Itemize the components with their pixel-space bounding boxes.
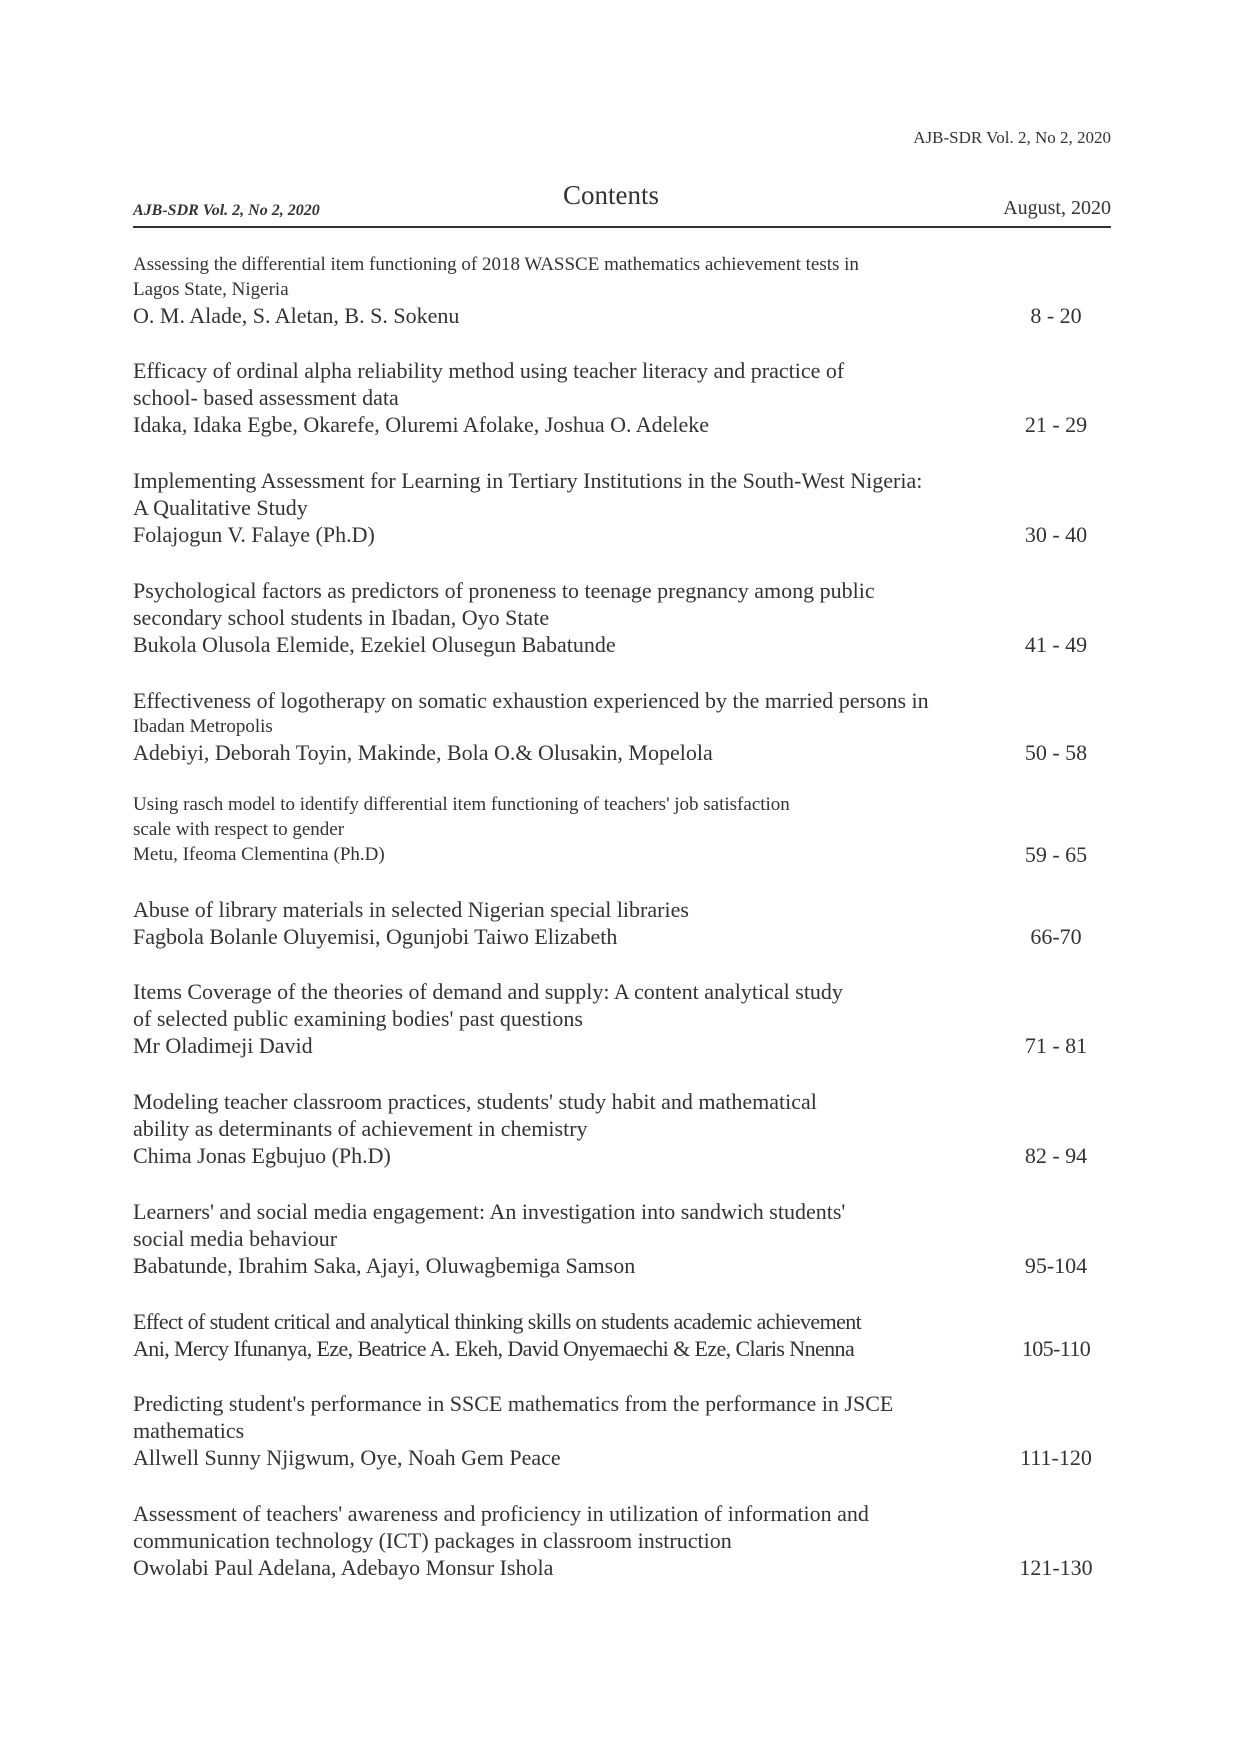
toc-entry[interactable] [133,357,1111,438]
entry-author-row [133,842,1111,868]
entry-pages: 21 - 29 [1024,412,1088,437]
contents-header [133,180,1111,228]
entry-authors: Bukola Olusola Elemide, Ezekiel Olusegun Babatunde [133,632,616,657]
entry-title-line: mathematics [133,1418,245,1443]
entry-title-line: Abuse of library materials in selected Nigerian special libraries [133,897,689,922]
entry-pages: 95-104 [1024,1253,1088,1278]
entry-authors: O. M. Alade, S. Aletan, B. S. Sokenu [133,303,460,328]
entry-title-line: Ibadan Metropolis [133,716,273,737]
entry-title-line: scale with respect to gender [133,819,345,840]
entry-title-line: Assessing the differential item functioning of 2018 WASSCE mathematics achievement tests in [133,254,859,275]
entry-pages: 105-110 [1021,1336,1091,1361]
entry-title-line: Effect of student critical and analytical thinking skills on students academic achievement [133,1309,862,1334]
toc-entry[interactable] [133,1390,1111,1471]
toc-entry[interactable] [133,577,1111,658]
entry-title-line: Items Coverage of the theories of demand and supply: A content analytical study [133,979,843,1004]
entry-title-line: communication technology (ICT) packages in classroom instruction [133,1528,732,1553]
entry-title-line: Efficacy of ordinal alpha reliability method using teacher literacy and practice of [133,358,845,383]
toc-entry[interactable] [133,792,1111,868]
entry-title-line: Effectiveness of logotherapy on somatic exhaustion experienced by the married persons in [133,688,929,713]
entry-author-row [133,521,1111,548]
entry-author-row [133,923,1111,950]
entry-authors: Chima Jonas Egbujuo (Ph.D) [133,1143,391,1168]
toc-entry[interactable] [133,467,1111,548]
entry-author-row [133,411,1111,438]
entry-author-row [133,1335,1111,1362]
entry-authors: Fagbola Bolanle Oluyemisi, Ogunjobi Taiwo Elizabeth [133,924,618,949]
entry-title-line: A Qualitative Study [133,495,308,520]
entry-author-row [133,302,1111,329]
entry-title-line: Assessment of teachers' awareness and proficiency in utilization of information and [133,1501,869,1526]
entry-pages: 59 - 65 [1024,842,1088,867]
entry-pages: 121-130 [1019,1555,1093,1580]
entry-title-line: secondary school students in Ibadan, Oyo State [133,605,550,630]
page-title: Contents [563,180,660,210]
toc-entry[interactable] [133,687,1111,766]
entry-author-row [133,1032,1111,1059]
entry-pages: 30 - 40 [1024,522,1088,547]
entry-title-line: ability as determinants of achievement in chemistry [133,1116,588,1141]
entry-author-row [133,631,1111,658]
entry-authors: Ani, Mercy Ifunanya, Eze, Beatrice A. Ekeh, David Onyemaechi & Eze, Claris Nnenna [133,1336,855,1361]
entry-pages: 41 - 49 [1024,632,1088,657]
entry-title-line: Using rasch model to identify differential item functioning of teachers' job satisfaction [133,794,790,815]
entry-authors: Allwell Sunny Njigwum, Oye, Noah Gem Peace [133,1445,561,1470]
toc-entry[interactable] [133,1308,1111,1362]
entry-author-row [133,1444,1111,1471]
entry-title-line: Predicting student's performance in SSCE mathematics from the performance in JSCE [133,1391,894,1416]
entry-authors: Idaka, Idaka Egbe, Okarefe, Oluremi Afolake, Joshua O. Adeleke [133,412,710,437]
toc-entry[interactable] [133,1500,1111,1581]
entry-title-line: social media behaviour [133,1226,338,1251]
running-head: AJB-SDR Vol. 2, No 2, 2020 [913,128,1111,147]
issue-date: August, 2020 [1003,197,1111,219]
entry-pages: 71 - 81 [1024,1033,1088,1058]
entry-author-row [133,1142,1111,1169]
toc-entry[interactable] [133,1198,1111,1279]
toc-entry[interactable] [133,978,1111,1059]
entry-authors: Owolabi Paul Adelana, Adebayo Monsur Ishola [133,1555,554,1580]
entry-pages: 8 - 20 [1030,303,1082,328]
toc-entry[interactable] [133,896,1111,950]
entry-author-row [133,1252,1111,1279]
entry-pages: 66-70 [1030,924,1082,949]
entry-title-line: Learners' and social media engagement: An investigation into sandwich students' [133,1199,846,1224]
toc-entry[interactable] [133,252,1111,329]
entry-title-line: Lagos State, Nigeria [133,279,289,300]
entry-pages: 82 - 94 [1024,1143,1088,1168]
entry-author-row [133,739,1111,766]
entry-title-line: Implementing Assessment for Learning in Tertiary Institutions in the South-West Nigeria: [133,468,923,493]
entry-pages: 50 - 58 [1024,740,1088,765]
journal-label: AJB-SDR Vol. 2, No 2, 2020 [133,202,320,219]
entry-title-line: Modeling teacher classroom practices, students' study habit and mathematical [133,1089,817,1114]
entry-pages: 111-120 [1020,1445,1092,1470]
toc-entry[interactable] [133,1088,1111,1169]
entry-title-line: of selected public examining bodies' past questions [133,1006,583,1031]
entry-authors: Mr Oladimeji David [133,1033,313,1058]
entry-authors: Babatunde, Ibrahim Saka, Ajayi, Oluwagbemiga Samson [133,1253,636,1278]
entry-title-line: school- based assessment data [133,385,399,410]
entry-authors: Adebiyi, Deborah Toyin, Makinde, Bola O.& Olusakin, Mopelola [133,740,713,765]
entry-title-line: Psychological factors as predictors of proneness to teenage pregnancy among public [133,578,875,603]
entry-authors: Metu, Ifeoma Clementina (Ph.D) [133,844,385,865]
entry-authors: Folajogun V. Falaye (Ph.D) [133,522,375,547]
entry-author-row [133,1554,1111,1581]
